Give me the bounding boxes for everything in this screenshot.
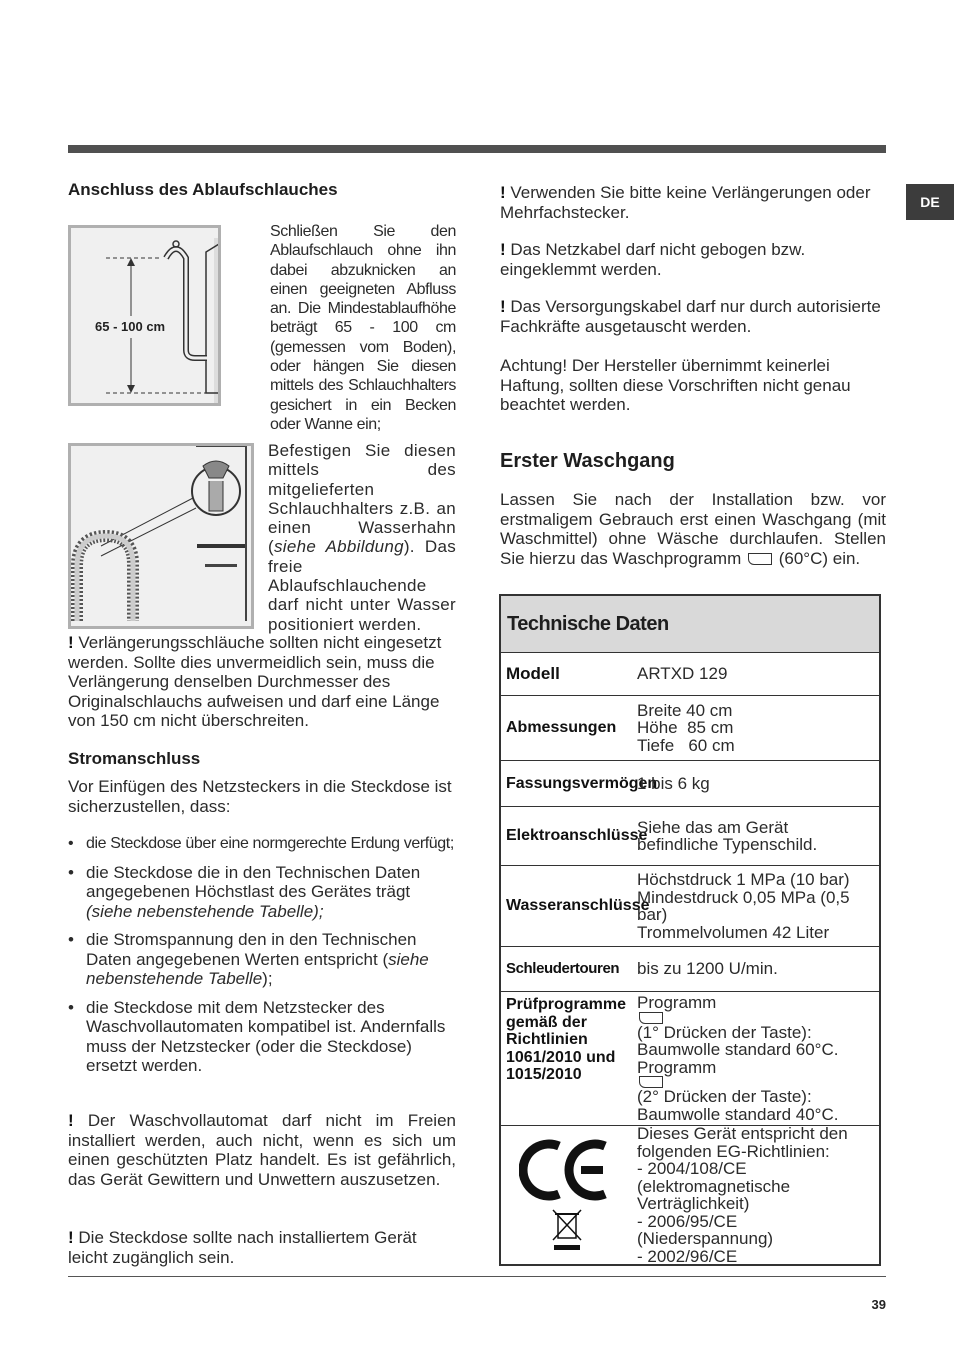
- first-wash-text: Lassen Sie nach der Installation bzw. vor erstmaligem Gebrauch erst einen Waschgang (mit Waschmittel) ohne Wäsche durchlaufen. Stellen Sie hierzu das Waschprogramm (60°C) ein.: [500, 490, 886, 568]
- liability-notice: Achtung! Der Hersteller übernimmt keinerlei Haftung, sollten diese Vorschriften nicht genau beachtet werden.: [500, 356, 851, 414]
- electrical-label: Elektroanschlüsse: [506, 827, 648, 845]
- test-programs-label: Prüfprogramme gemäß der Richtlinien 1061/2010 und 1015/2010: [506, 996, 627, 1083]
- cotton-program-icon: [748, 553, 772, 565]
- dimensions-value: Breite 40 cm Höhe 85 cm Tiefe 60 cm: [637, 700, 735, 755]
- technical-data-table: [499, 594, 881, 1266]
- drain-heading: Anschluss des Ablaufschlauches: [68, 180, 338, 199]
- cable-replacement-warning: ! Das Versorgungskabel darf nur durch autorisierte Fachkräfte ausgetauscht werden.: [500, 297, 881, 336]
- dimensions-label: Abmessungen: [506, 719, 617, 737]
- capacity-label: Fassungsvermögen: [506, 774, 658, 792]
- model-value: ARTXD 129: [637, 664, 728, 684]
- list-item: • die Stromspannung den in den Technischen Daten angegebenen Werten entspricht (siehe nebenstehende Tabelle);: [68, 930, 456, 989]
- test-programs-value: Programm (1° Drücken der Taste): Baumwolle standard 60°C. Programm (2° Drücken der Taste): Baumwolle standard 40°C.: [637, 993, 839, 1124]
- electrical-value: Siehe das am Gerät befindliche Typenschild.: [637, 817, 818, 854]
- page-number: 39: [871, 1297, 886, 1312]
- crossed-bin-icon: [549, 1208, 585, 1252]
- cable-bending-warning: ! Das Netzkabel darf nicht gebogen bzw. eingeklemmt werden.: [500, 240, 806, 279]
- extension-hose-warning: ! Verlängerungsschläuche sollten nicht eingesetzt werden. Sollte dies unvermeidlich sein, muss die Verlängerung denselben Durchmesser des Originalschlauchs aufweisen und darf eine Länge von 150 cm nicht überschreiten.: [68, 633, 442, 730]
- hose-on-tap-illustration: [71, 446, 251, 626]
- spin-label: Schleudertouren: [506, 960, 620, 978]
- water-label: Wasseranschlüsse: [506, 897, 650, 915]
- ce-marks-cell: [501, 1126, 631, 1264]
- table-row: [501, 866, 879, 947]
- height-range-label: 65 - 100 cm: [95, 319, 166, 334]
- list-item: • die Steckdose mit dem Netzstecker des Waschvollautomaten kompatibel ist. Andernfalls muss der Netzstecker (oder die Steckdose) ersetzt werden.: [68, 998, 456, 1076]
- drain-height-figure: [68, 225, 221, 406]
- table-row: [501, 696, 879, 761]
- ce-directives-value: Dieses Gerät entspricht den folgenden EG-Richtlinien: - 2004/108/CE (elektromagnetische Verträglichkeit) - 2006/95/CE (Niederspannung) - 2002/96/CE: [637, 1124, 848, 1266]
- power-heading: Stromanschluss: [68, 749, 201, 768]
- table-row: [501, 947, 879, 992]
- capacity-value: 1 bis 6 kg: [637, 773, 710, 793]
- outdoor-warning: ! Der Waschvollautomat darf nicht im Freien installiert werden, auch nicht, wenn es sich um einen geschützten Platz handelt. Es ist gefährlich, das Gerät Gewittern und Unwettern auszusetzen.: [68, 1111, 456, 1189]
- first-wash-heading: Erster Waschgang: [500, 450, 675, 472]
- socket-access-warning: ! Die Steckdose sollte nach installiertem Gerät leicht zugänglich sein.: [68, 1228, 417, 1267]
- footer-rule: [68, 1276, 886, 1277]
- cotton-program-icon: [639, 1012, 663, 1024]
- header-bar: [68, 145, 886, 153]
- table-row: [501, 761, 879, 807]
- ce-mark-icon: [519, 1138, 615, 1202]
- hose-holder-text: Befestigen Sie diesen mittels des mitgelieferten Schlauchhalters z.B. an einen Wasserhahn (siehe Abbildung). Das freie Ablaufschlauchende darf nicht unter Wasser positioniert werden.: [268, 441, 456, 634]
- spin-value: bis zu 1200 U/min.: [637, 959, 778, 979]
- language-tab: DE: [906, 184, 954, 220]
- extension-cord-warning: ! Verwenden Sie bitte keine Verlängerungen oder Mehrfachstecker.: [500, 183, 871, 222]
- power-intro: Vor Einfügen des Netzsteckers in die Steckdose ist sicherzustellen, dass:: [68, 777, 452, 816]
- table-title: Technische Daten: [501, 596, 879, 653]
- table-row: [501, 992, 879, 1126]
- table-row: [501, 1126, 879, 1264]
- table-row: [501, 653, 879, 696]
- table-row: [501, 807, 879, 866]
- drain-hose-height-illustration: [71, 228, 218, 403]
- list-item: • die Steckdose die in den Technischen Daten angegebenen Höchstlast des Gerätes trägt (siehe nebenstehende Tabelle);: [68, 863, 456, 922]
- model-label: Modell: [506, 664, 560, 684]
- hose-holder-figure: [68, 443, 254, 629]
- list-item: • die Steckdose über eine normgerechte Erdung verfügt;: [68, 834, 456, 854]
- drain-instruction-text: Schließen Sie den Ablaufschlauch ohne ihn dabei abzuknicken an einen geeigneten Abfluss an. Die Mindestablaufhöhe beträgt 65 - 100 cm (gemessen vom Boden), oder hängen Sie diesen mittels des Schlauchhalters gesichert in ein Becken oder Wanne ein;: [270, 223, 456, 433]
- power-requirements-list: [68, 834, 456, 1076]
- water-value: Höchstdruck 1 MPa (10 bar) Mindestdruck 0,05 MPa (0,5 bar) Trommelvolumen 42 Liter: [637, 870, 850, 942]
